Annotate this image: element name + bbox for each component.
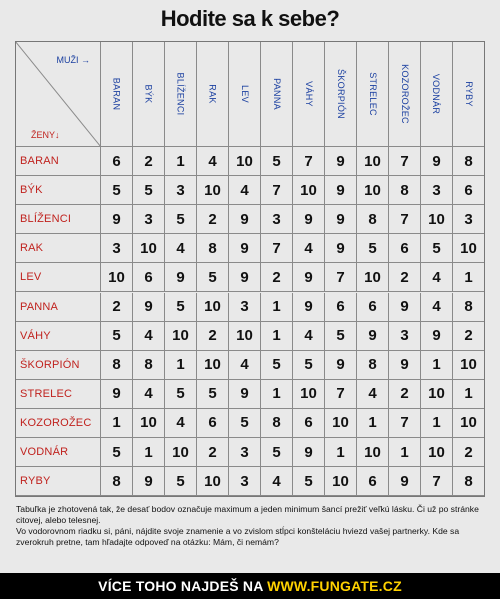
score-cell: 9 xyxy=(165,263,197,292)
score-cell: 9 xyxy=(293,263,325,292)
score-cell: 10 xyxy=(453,351,485,380)
score-cell: 5 xyxy=(165,467,197,496)
score-cell: 3 xyxy=(229,467,261,496)
score-cell: 6 xyxy=(101,147,133,176)
score-cell: 1 xyxy=(133,438,165,467)
score-cell: 4 xyxy=(197,147,229,176)
score-cell: 8 xyxy=(101,467,133,496)
score-cell: 9 xyxy=(325,205,357,234)
score-cell: 10 xyxy=(421,205,453,234)
score-cell: 6 xyxy=(357,293,389,322)
score-cell: 10 xyxy=(357,263,389,292)
score-cell: 9 xyxy=(133,467,165,496)
score-cell: 2 xyxy=(133,147,165,176)
score-cell: 1 xyxy=(389,438,421,467)
column-header-label: BLÍŽENCI xyxy=(175,72,186,115)
score-cell: 7 xyxy=(293,147,325,176)
score-cell: 10 xyxy=(197,467,229,496)
score-cell: 3 xyxy=(421,176,453,205)
score-cell: 9 xyxy=(421,147,453,176)
row-label: VÁHY xyxy=(15,322,101,351)
score-cell: 10 xyxy=(165,322,197,351)
score-cell: 5 xyxy=(165,293,197,322)
score-cell: 7 xyxy=(389,147,421,176)
row-label: KOZOROŽEC xyxy=(15,409,101,438)
score-cell: 3 xyxy=(165,176,197,205)
score-cell: 9 xyxy=(293,438,325,467)
score-cell: 10 xyxy=(453,234,485,263)
column-header xyxy=(197,41,229,147)
row-label: STRELEC xyxy=(15,380,101,409)
score-cell: 9 xyxy=(229,380,261,409)
score-cell: 10 xyxy=(197,293,229,322)
score-cell: 2 xyxy=(453,438,485,467)
column-header-label: RAK xyxy=(207,83,218,104)
column-header xyxy=(421,41,453,147)
score-cell: 10 xyxy=(197,351,229,380)
score-cell: 10 xyxy=(357,438,389,467)
score-cell: 10 xyxy=(133,234,165,263)
footer-link[interactable]: WWW.FUNGATE.CZ xyxy=(267,578,402,594)
corner-cell xyxy=(15,41,101,147)
score-cell: 1 xyxy=(261,380,293,409)
score-cell: 5 xyxy=(197,380,229,409)
score-cell: 7 xyxy=(389,409,421,438)
score-cell: 3 xyxy=(261,205,293,234)
page-title: Hodite sa k sebe? xyxy=(160,6,340,31)
score-cell: 9 xyxy=(133,293,165,322)
column-header-label: VODNÁR xyxy=(431,73,442,114)
score-cell: 8 xyxy=(101,351,133,380)
score-cell: 2 xyxy=(101,293,133,322)
score-cell: 1 xyxy=(101,409,133,438)
score-cell: 3 xyxy=(101,234,133,263)
score-cell: 6 xyxy=(453,176,485,205)
score-cell: 7 xyxy=(389,205,421,234)
score-cell: 7 xyxy=(325,380,357,409)
column-header xyxy=(453,41,485,147)
score-cell: 8 xyxy=(357,351,389,380)
score-cell: 3 xyxy=(453,205,485,234)
score-cell: 9 xyxy=(421,322,453,351)
score-cell: 10 xyxy=(325,409,357,438)
column-header-label: RYBY xyxy=(463,80,474,107)
score-cell: 5 xyxy=(197,263,229,292)
score-cell: 4 xyxy=(261,467,293,496)
score-cell: 3 xyxy=(389,322,421,351)
score-cell: 1 xyxy=(453,380,485,409)
score-cell: 10 xyxy=(165,438,197,467)
score-cell: 9 xyxy=(325,176,357,205)
score-cell: 5 xyxy=(261,147,293,176)
score-cell: 10 xyxy=(197,176,229,205)
column-header xyxy=(133,41,165,147)
score-cell: 3 xyxy=(133,205,165,234)
column-header xyxy=(293,41,325,147)
row-label: RAK xyxy=(15,234,101,263)
score-cell: 5 xyxy=(101,438,133,467)
score-cell: 9 xyxy=(325,351,357,380)
column-header xyxy=(229,41,261,147)
column-header xyxy=(165,41,197,147)
score-cell: 5 xyxy=(325,322,357,351)
score-cell: 2 xyxy=(389,380,421,409)
column-header xyxy=(357,41,389,147)
score-cell: 5 xyxy=(101,176,133,205)
score-cell: 3 xyxy=(229,438,261,467)
score-cell: 10 xyxy=(421,380,453,409)
score-cell: 9 xyxy=(229,234,261,263)
score-cell: 9 xyxy=(101,205,133,234)
column-header-label: BÝK xyxy=(143,84,154,103)
score-cell: 7 xyxy=(325,263,357,292)
score-cell: 9 xyxy=(389,467,421,496)
column-header-label: BARAN xyxy=(111,77,122,110)
column-header-label: ŠKORPIÓN xyxy=(335,68,346,119)
score-cell: 9 xyxy=(293,293,325,322)
score-cell: 10 xyxy=(293,380,325,409)
score-cell: 9 xyxy=(293,205,325,234)
score-cell: 4 xyxy=(421,263,453,292)
column-header-label: PANNA xyxy=(271,77,282,110)
score-cell: 5 xyxy=(165,205,197,234)
explanation-note xyxy=(16,504,486,548)
score-cell: 5 xyxy=(421,234,453,263)
column-header xyxy=(389,41,421,147)
column-header-label: KOZOROŽEC xyxy=(399,63,410,124)
score-cell: 4 xyxy=(133,322,165,351)
score-cell: 9 xyxy=(357,322,389,351)
column-header-label: STRELEC xyxy=(367,71,378,116)
score-cell: 4 xyxy=(421,293,453,322)
score-cell: 5 xyxy=(101,322,133,351)
score-cell: 10 xyxy=(357,147,389,176)
score-cell: 6 xyxy=(133,263,165,292)
score-cell: 6 xyxy=(197,409,229,438)
footer-text: VÍCE TOHO NAJDEŠ NA xyxy=(98,578,268,594)
women-label: ŽENY↓ xyxy=(31,130,60,140)
score-cell: 4 xyxy=(165,234,197,263)
score-cell: 9 xyxy=(389,351,421,380)
score-cell: 4 xyxy=(293,322,325,351)
score-cell: 8 xyxy=(133,351,165,380)
row-label: RYBY xyxy=(15,467,101,496)
score-cell: 8 xyxy=(453,147,485,176)
score-cell: 9 xyxy=(229,263,261,292)
score-cell: 5 xyxy=(357,234,389,263)
score-cell: 8 xyxy=(389,176,421,205)
score-cell: 1 xyxy=(421,351,453,380)
score-cell: 10 xyxy=(293,176,325,205)
note-line-1: Tabuľka je zhotovená tak, že desať bodov označuje maximum a jeden minimum šancí prežiť veľkú lásku. Či už po stránke citovej, alebo telesnej. xyxy=(16,504,479,525)
score-cell: 7 xyxy=(261,176,293,205)
score-cell: 2 xyxy=(261,263,293,292)
score-cell: 1 xyxy=(261,322,293,351)
row-label: LEV xyxy=(15,263,101,292)
score-cell: 8 xyxy=(357,205,389,234)
score-cell: 8 xyxy=(261,409,293,438)
score-cell: 4 xyxy=(357,380,389,409)
score-cell: 2 xyxy=(197,322,229,351)
score-cell: 1 xyxy=(165,351,197,380)
score-cell: 9 xyxy=(389,293,421,322)
score-cell: 5 xyxy=(229,409,261,438)
score-cell: 10 xyxy=(229,147,261,176)
score-cell: 9 xyxy=(325,234,357,263)
column-header-label: VÁHY xyxy=(303,80,314,107)
row-label: BLÍŽENCI xyxy=(15,205,101,234)
score-cell: 8 xyxy=(453,293,485,322)
score-cell: 1 xyxy=(165,147,197,176)
score-cell: 6 xyxy=(357,467,389,496)
footer-banner xyxy=(0,573,500,599)
men-label: MUŽI → xyxy=(56,55,90,65)
score-cell: 8 xyxy=(453,467,485,496)
score-cell: 1 xyxy=(325,438,357,467)
score-cell: 9 xyxy=(229,205,261,234)
note-line-2: Vo vodorovnom riadku si, páni, nájdite svoje znamenie a vo zvislom stĺpci konšteláciu hviezd vašej partnerky. Kde sa zverokruh pretne, tam hľadajte odpoveď na otázku: Mám, či nemám? xyxy=(16,526,460,547)
score-cell: 6 xyxy=(325,293,357,322)
score-cell: 5 xyxy=(293,467,325,496)
column-header xyxy=(261,41,293,147)
score-cell: 2 xyxy=(197,205,229,234)
score-cell: 10 xyxy=(229,322,261,351)
score-cell: 5 xyxy=(165,380,197,409)
score-cell: 9 xyxy=(101,380,133,409)
score-cell: 1 xyxy=(261,293,293,322)
score-cell: 4 xyxy=(133,380,165,409)
score-cell: 2 xyxy=(197,438,229,467)
score-cell: 4 xyxy=(229,176,261,205)
compatibility-table xyxy=(15,41,485,497)
score-cell: 10 xyxy=(101,263,133,292)
score-cell: 4 xyxy=(293,234,325,263)
column-header xyxy=(325,41,357,147)
score-cell: 4 xyxy=(165,409,197,438)
score-cell: 7 xyxy=(421,467,453,496)
row-label: PANNA xyxy=(15,293,101,322)
row-label: BARAN xyxy=(15,147,101,176)
score-cell: 10 xyxy=(453,409,485,438)
score-cell: 5 xyxy=(133,176,165,205)
score-cell: 10 xyxy=(421,438,453,467)
score-cell: 10 xyxy=(357,176,389,205)
score-cell: 2 xyxy=(453,322,485,351)
score-cell: 5 xyxy=(293,351,325,380)
score-cell: 10 xyxy=(325,467,357,496)
row-label: ŠKORPIÓN xyxy=(15,351,101,380)
column-header xyxy=(101,41,133,147)
score-cell: 1 xyxy=(357,409,389,438)
score-cell: 5 xyxy=(261,438,293,467)
score-cell: 1 xyxy=(421,409,453,438)
row-label: BÝK xyxy=(15,176,101,205)
score-cell: 2 xyxy=(389,263,421,292)
score-cell: 10 xyxy=(133,409,165,438)
score-cell: 3 xyxy=(229,293,261,322)
score-cell: 9 xyxy=(325,147,357,176)
score-cell: 6 xyxy=(293,409,325,438)
row-label: VODNÁR xyxy=(15,438,101,467)
score-cell: 8 xyxy=(197,234,229,263)
score-cell: 4 xyxy=(229,351,261,380)
score-cell: 6 xyxy=(389,234,421,263)
score-cell: 5 xyxy=(261,351,293,380)
column-header-label: LEV xyxy=(239,84,250,103)
score-cell: 1 xyxy=(453,263,485,292)
score-cell: 7 xyxy=(261,234,293,263)
